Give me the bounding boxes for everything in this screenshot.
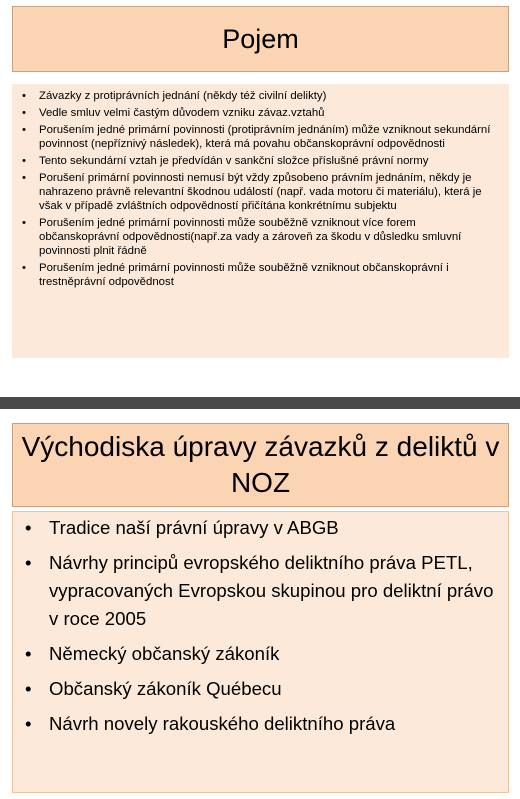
bullet-item: • Návrh novely rakouského deliktního práva xyxy=(23,710,498,738)
bullet-item: • Občanský zákoník Québecu xyxy=(23,675,498,703)
bullet-item: • Tento sekundární vztah je předvídán v sankční složce příslušné právní normy xyxy=(22,154,497,168)
slide-title: Východiska úpravy závazků z deliktů v NOZ xyxy=(21,431,500,498)
bullet-item: • Porušení primární povinnosti nemusí být vždy způsobeno právním jednáním, někdy je nahrazeno právně relevantní škodnou událostí (např. vada motoru či materiálu), která je však v případě zvláštních odpovědností přičítána konkrétnímu subjektu xyxy=(22,171,497,213)
slide-divider xyxy=(0,397,520,409)
slide-content-box xyxy=(12,511,509,793)
slide-pojem xyxy=(0,0,520,395)
bullet-item: • Porušením jedné primární povinnosti může souběžně vzniknout občanskoprávní i trestněprávní odpovědnost xyxy=(22,261,497,289)
slide-title: Pojem xyxy=(222,23,299,54)
slide-title-box xyxy=(12,6,509,72)
slide-title-box xyxy=(12,423,509,507)
bullet-item: • Závazky z protiprávních jednání (někdy též civilní delikty) xyxy=(22,89,497,103)
bullet-item: • Vedle smluv velmi častým důvodem vzniku závaz.vztahů xyxy=(22,106,497,120)
bullet-item: • Německý občanský zákoník xyxy=(23,640,498,668)
bullet-list xyxy=(23,514,498,738)
bullet-item: • Porušením jedné primární povinnosti může souběžně vzniknout více forem občanskoprávní odpovědnosti(např.za vady a zároveň za škodu v důsledku smluvní povinnosti plnit řádně xyxy=(22,216,497,258)
slide-content-box xyxy=(12,84,509,358)
slide-vychodiska xyxy=(0,411,520,799)
bullet-item: • Tradice naší právní úpravy v ABGB xyxy=(23,514,498,542)
bullet-list xyxy=(22,89,497,289)
bullet-item: • Návrhy principů evropského deliktního práva PETL, vypracovaných Evropskou skupinou pro deliktní právo v roce 2005 xyxy=(23,549,498,633)
bullet-item: • Porušením jedné primární povinnosti (protiprávním jednáním) může vzniknout sekundární povinnost (nepříznivý následek), která má povahu občanskoprávní odpovědnosti xyxy=(22,123,497,151)
